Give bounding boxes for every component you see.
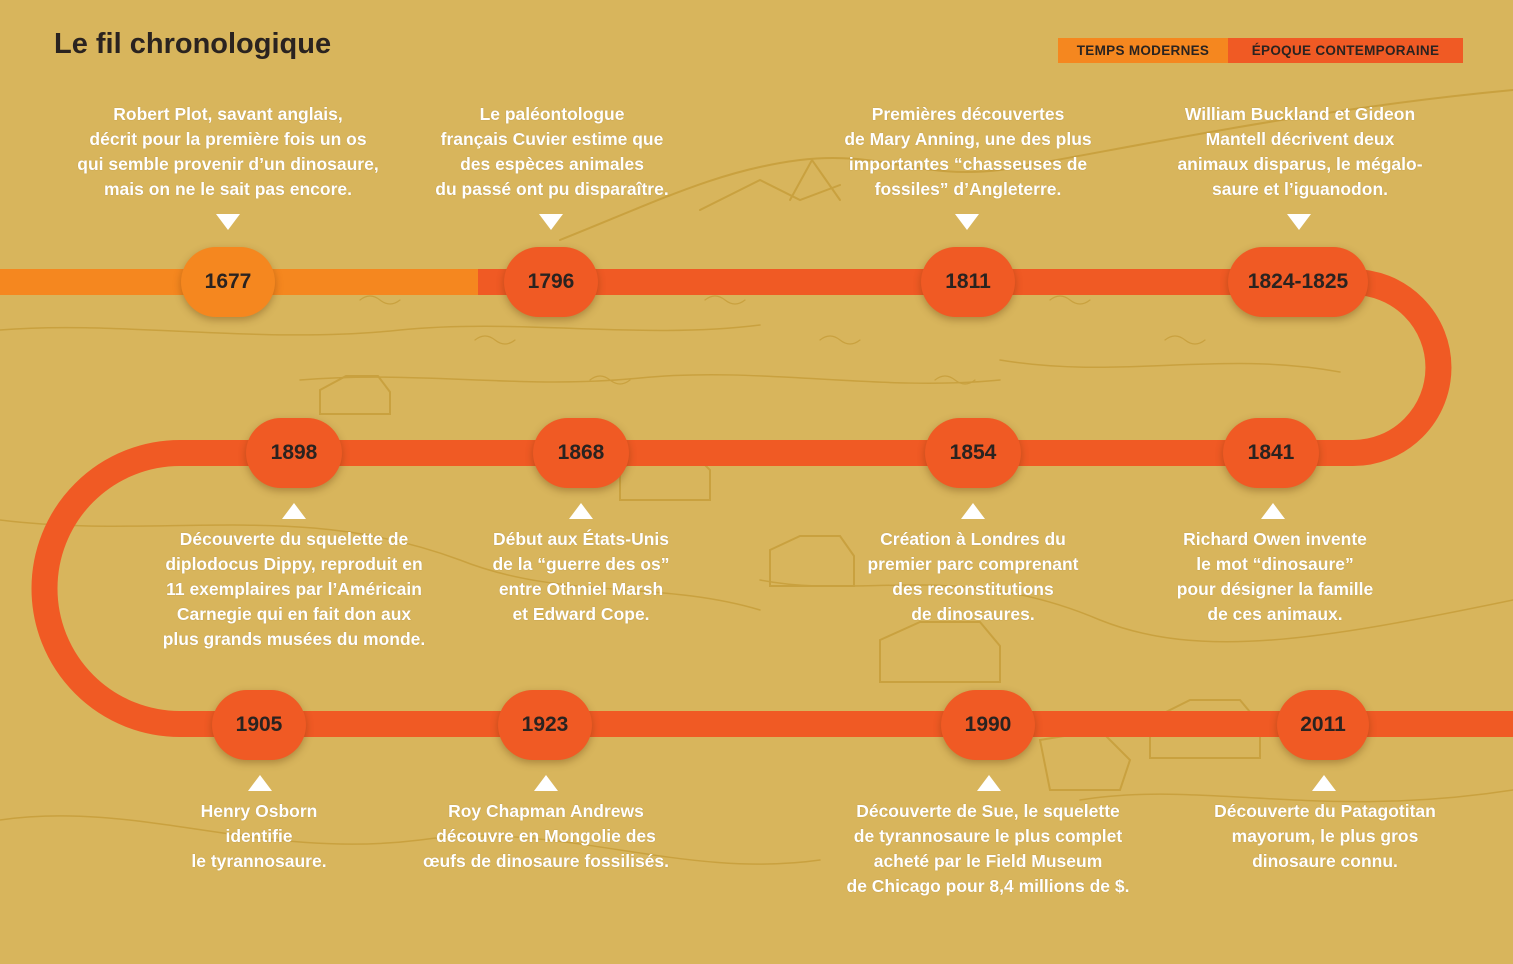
legend-contemporary-era: ÉPOQUE CONTEMPORAINE [1228,38,1463,63]
event-1854-pointer-icon [961,503,985,519]
event-1677-pointer-icon [216,214,240,230]
event-1677-description: Robert Plot, savant anglais, décrit pour la première fois un os qui semble provenir d’un dinosaure, mais on ne le sait pas encore. [77,104,379,199]
event-1898-year-badge: 1898 [246,418,342,488]
era-legend [1058,38,1463,63]
event-1868-description: Début aux États-Unis de la “guerre des os” entre Othniel Marsh et Edward Cope. [492,529,670,624]
event-1905-description: Henry Osborn identifie le tyrannosaure. [191,801,327,871]
event-1854-year-badge: 1854 [925,418,1021,488]
legend-modern-times: TEMPS MODERNES [1058,38,1228,63]
event-1796-description: Le paléontologue français Cuvier estime que des espèces animales du passé ont pu disparaître. [435,104,669,199]
page-title: Le fil chronologique [54,28,332,60]
event-2011-pointer-icon [1312,775,1336,791]
event-1898-description: Découverte du squelette de diplodocus Dippy, reproduit en 11 exemplaires par l’Américain Carnegie qui en fait don aux plus grands musées du monde. [162,529,426,649]
event-1811-description: Premières découvertes de Mary Anning, une des plus importantes “chasseuses de fossiles” d’Angleterre. [844,104,1092,199]
event-1868-pointer-icon [569,503,593,519]
event-1824-1825-pointer-icon [1287,214,1311,230]
event-2011-description: Découverte du Patagotitan mayorum, le plus gros dinosaure connu. [1214,801,1436,871]
event-1990-description: Découverte de Sue, le squelette de tyrannosaure le plus complet acheté par le Field Museum de Chicago pour 8,4 millions de $. [846,801,1130,896]
event-1811-pointer-icon [955,214,979,230]
event-1898-pointer-icon [282,503,306,519]
event-1990-year-badge: 1990 [941,690,1035,760]
event-1824-1825-year-badge: 1824-1825 [1228,247,1368,317]
event-1841-pointer-icon [1261,503,1285,519]
event-1811-year-badge: 1811 [921,247,1015,317]
event-1841-description: Richard Owen invente le mot “dinosaure” pour désigner la famille de ces animaux. [1176,529,1374,624]
track-contemporary-segment [44,282,1513,724]
event-1923-pointer-icon [534,775,558,791]
event-1796-year-badge: 1796 [504,247,598,317]
event-1677-year-badge: 1677 [181,247,275,317]
event-1796-pointer-icon [539,214,563,230]
event-1868-year-badge: 1868 [533,418,629,488]
event-1841-year-badge: 1841 [1223,418,1319,488]
event-1990-pointer-icon [977,775,1001,791]
event-1824-1825-description: William Buckland et Gideon Mantell décrivent deux animaux disparus, le mégalo- saure et l’iguanodon. [1177,104,1423,199]
event-1854-description: Création à Londres du premier parc comprenant des reconstitutions de dinosaures. [867,529,1079,624]
event-1905-pointer-icon [248,775,272,791]
event-1923-year-badge: 1923 [498,690,592,760]
event-1905-year-badge: 1905 [212,690,306,760]
event-2011-year-badge: 2011 [1277,690,1369,760]
event-1923-description: Roy Chapman Andrews découvre en Mongolie des œufs de dinosaure fossilisés. [422,801,670,871]
